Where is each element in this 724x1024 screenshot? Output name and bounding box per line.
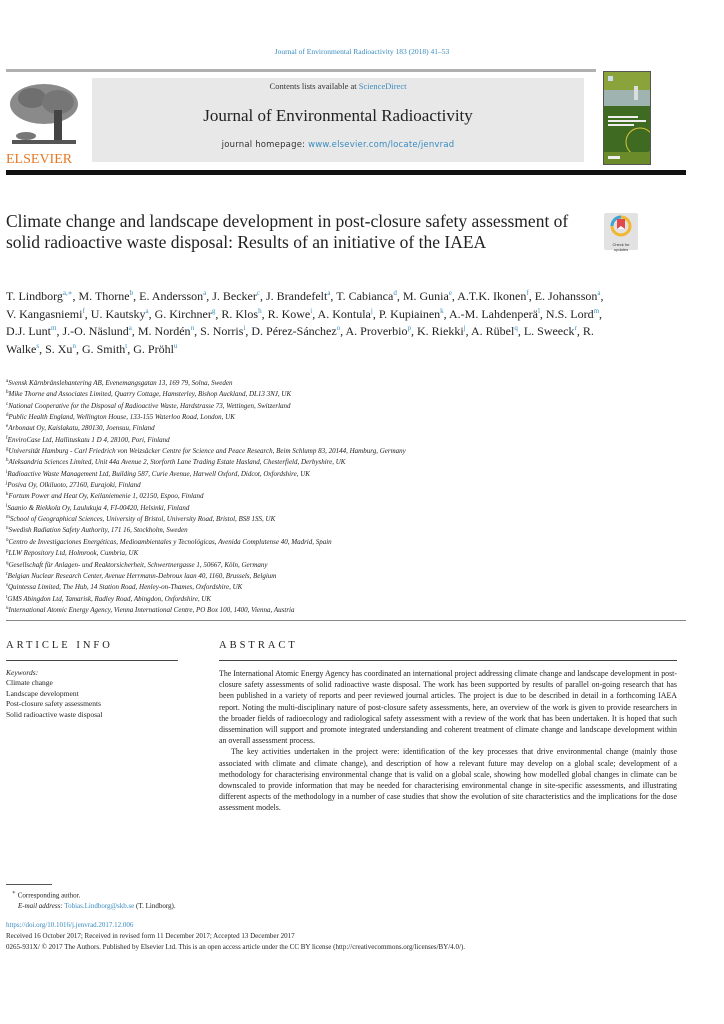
author-affiliation-marker[interactable]: e xyxy=(448,289,452,297)
author-name[interactable]: E. Johansson xyxy=(534,289,598,303)
affiliation-text: Swedish Radiation Safety Authority, 171 16, Stockholm, Sweden xyxy=(8,526,188,535)
keywords-block xyxy=(6,668,206,720)
author-affiliation-marker[interactable]: s xyxy=(36,341,40,350)
author-affiliation-marker[interactable]: d xyxy=(393,289,397,297)
affiliation-text: GMS Abingdon Ltd, Tamarisk, Radley Road, Abingdon, Oxfordshire, UK xyxy=(7,594,212,603)
affiliation-text: Universität Hamburg - Carl Friedrich von Weizsäcker Centre for Science and Peace Research, Beim Schlump 83, 20144, Hamburg, Germany xyxy=(8,447,406,456)
email-link[interactable]: Tobias.Lindborg@skb.se xyxy=(64,902,135,911)
affiliation-item xyxy=(6,423,706,434)
author-name[interactable]: U. Kautsky xyxy=(90,306,146,321)
elsevier-tree-icon xyxy=(6,80,82,148)
article-dates: Received 16 October 2017; Received in revised form 11 December 2017; Accepted 13 December 2017 xyxy=(6,932,295,940)
article-info-rule xyxy=(6,660,178,661)
author-name[interactable]: J. Becker xyxy=(212,289,257,303)
license-line: 0265-931X/ © 2017 The Authors. Published by Elsevier Ltd. This is an open access article under the CC BY license (http://creativecommons.org/licenses/BY/4.0/). xyxy=(6,943,466,951)
author-affiliation-marker[interactable]: m xyxy=(593,306,600,315)
author-affiliation-marker[interactable]: j xyxy=(370,306,373,315)
author-affiliation-marker[interactable]: i xyxy=(243,324,246,332)
author-name[interactable]: M. Thorne xyxy=(78,289,130,303)
author-affiliation-marker[interactable]: f xyxy=(526,289,529,297)
journal-cover-image[interactable] xyxy=(603,71,651,165)
section-divider xyxy=(6,620,686,621)
doi-link[interactable]: https://doi.org/10.1016/j.jenvrad.2017.12.006 xyxy=(6,921,134,929)
affiliation-text: Fortum Power and Heat Oy, Keilaniemenie 1, 02150, Espoo, Finland xyxy=(8,492,204,501)
author-name[interactable]: V. Kangasniemi xyxy=(6,306,83,321)
author-affiliation-marker[interactable]: o xyxy=(336,324,341,332)
keywords-label: Keywords: xyxy=(6,668,39,677)
author-affiliation-marker[interactable]: a xyxy=(128,324,132,332)
author-name[interactable]: D. Pérez-Sánchez xyxy=(251,324,337,338)
author-list: T. Lindborg$^{a,∗}$, M. Thorne$^b$, E. Andersson$^a$, J. Becker$^c$, J. Brandefelt$^a$, T. Cabianca$^d$, M. Gunia$^e$, A.T.K. Ikonen$^f$, E. Johansson$^a$, V. Kangasniemi$^f$, U. Kautsky$^a$, G. Kirchner$^g$, R. Klos$^h$, R. Kowe$^i$, A. Kontula$^j$, P. Kupiainen$^k$, A.-M. Lahdenperä$^l$, N.S. Lord$^m$, D.J. Lunt$^m$, J.-O. Näslund$^a$, M. Nordén$^n$, S. Norris$^i$, D. Pérez-Sánchez$^o$, A. Proverbio$^p$, K. Riekki$^j$, A. Rübel$^q$, L. Sweeck$^r$, R. Walke$^s$, S. Xu$^n$, G. Smith$^t$, G. Pröhl$^u$ xyxy=(6,289,604,356)
author-affiliation-marker[interactable]: a xyxy=(145,306,149,315)
affiliation-text: Radioactive Waste Management Ltd, Building 587, Curie Avenue, Harwell Oxford, Didcot, Oxfordshire, UK xyxy=(7,469,310,478)
affiliation-text: Svensk Kärnbränslehantering AB, Evenemangsgatan 13, 169 79, Solna, Sweden xyxy=(8,379,233,387)
check-for-updates-button[interactable] xyxy=(604,213,638,250)
affiliation-text: EnviroCase Ltd, Hallituskatu 1 D 4, 28100, Pori, Finland xyxy=(7,435,170,444)
homepage-prefix: journal homepage: xyxy=(221,140,309,150)
author-affiliation-marker[interactable]: l xyxy=(537,306,540,315)
keyword-item: Post-closure safety assessments xyxy=(6,699,101,709)
abstract-paragraph: The key activities undertaken in the project were: identification of the key processes that drive environmental change (mainly those associated with climate and climate change), and description of how a relevant future may develop on a global scale; development of a methodology for characterising environmental change that is valid on a global scale, showing how modelled global changes in climate can be downscaled to provide information that may be needed for characterising environmental change in site-specific assessments, and illustrating different aspects of the methodology in a number of case studies that show the evolution of site characteristics and the implications for the dose assessment models. xyxy=(219,747,677,813)
affiliation-item xyxy=(6,469,706,480)
author-affiliation-marker[interactable]: b xyxy=(129,289,134,297)
affiliation-text: Arbonaut Oy, Kaislakatu, 280130, Joensuu, Finland xyxy=(8,424,155,433)
abstract-heading: ABSTRACT xyxy=(219,640,298,651)
elsevier-wordmark: ELSEVIER xyxy=(6,152,73,167)
author-name[interactable]: A.-M. Lahdenperä xyxy=(449,306,538,321)
author-name[interactable]: E. Andersson xyxy=(139,289,204,303)
author-affiliation-marker[interactable]: q xyxy=(514,324,518,332)
affiliation-marker: p xyxy=(6,549,9,555)
author-name[interactable]: S. Norris xyxy=(200,324,244,338)
abstract-rule xyxy=(219,660,677,661)
affiliation-item xyxy=(6,560,706,571)
sciencedirect-link[interactable]: ScienceDirect xyxy=(358,81,407,91)
affiliation-item xyxy=(6,571,706,582)
affiliation-text: Public Health England, Wellington House, 133-155 Waterloo Road, London, UK xyxy=(8,413,235,422)
affiliation-item xyxy=(6,457,706,468)
footnote-marker: ∗ xyxy=(12,890,16,896)
affiliation-marker: r xyxy=(6,571,8,577)
affiliation-item xyxy=(6,525,706,536)
affiliation-text: LLW Repository Ltd, Holmrook, Cumbria, UK xyxy=(8,549,139,558)
author-name[interactable]: M. Nordén xyxy=(137,324,191,338)
header-top-rule xyxy=(6,69,596,72)
affiliation-marker: c xyxy=(6,401,9,407)
author-name[interactable]: T. Lindborg xyxy=(6,289,63,303)
author-affiliation-marker[interactable]: a xyxy=(203,289,207,297)
author-name[interactable]: G. Kirchner xyxy=(154,306,212,321)
journal-header xyxy=(92,78,584,162)
author-name[interactable]: R. Klos xyxy=(221,306,259,321)
affiliation-marker: l xyxy=(6,503,8,509)
elsevier-logo[interactable] xyxy=(6,80,82,167)
affiliation-item xyxy=(6,514,706,525)
affiliation-list xyxy=(6,378,706,616)
affiliation-item xyxy=(6,446,706,457)
affiliation-marker: a xyxy=(6,379,9,384)
affiliation-marker: n xyxy=(6,526,9,532)
author-affiliation-marker[interactable]: r xyxy=(574,324,577,332)
author-name[interactable]: A. Rübel xyxy=(470,324,515,338)
affiliation-marker: i xyxy=(6,469,8,475)
affiliation-item xyxy=(6,389,706,400)
affiliation-item xyxy=(6,491,706,502)
author-affiliation-marker[interactable]: f xyxy=(82,306,85,315)
affiliation-marker: b xyxy=(6,390,9,396)
crossmark-label-2: updates xyxy=(613,247,629,252)
affiliation-text: National Cooperative for the Disposal of Radioactive Waste, Hardstrasse 73, Wettingen, Switzerland xyxy=(8,401,291,410)
affiliation-item xyxy=(6,594,706,605)
author-affiliation-marker[interactable]: j xyxy=(463,324,466,332)
affiliation-text: Gesellschaft für Anlagen- und Reaktorsicherheit, Schwertnergasse 1, 50667, Köln, Germany xyxy=(8,560,268,569)
affiliation-item xyxy=(6,582,706,593)
keyword-item: Landscape development xyxy=(6,688,79,698)
contents-line xyxy=(92,81,584,91)
affiliation-marker: t xyxy=(6,594,8,600)
article-title: Climate change and landscape development in post-closure safety assessment of solid radioactive waste disposal: Results of an initiative of the IAEA xyxy=(6,211,569,252)
author-affiliation-marker[interactable]: i xyxy=(310,306,313,315)
contents-prefix: Contents lists available at xyxy=(269,81,359,91)
abstract-body xyxy=(219,668,677,814)
author-affiliation-marker[interactable]: m xyxy=(51,324,57,332)
author-name[interactable]: K. Riekki xyxy=(417,324,464,338)
affiliation-marker: u xyxy=(6,605,9,611)
author-name[interactable]: T. Cabianca xyxy=(336,289,394,303)
author-affiliation-marker[interactable]: g xyxy=(211,306,216,315)
homepage-line xyxy=(92,140,584,150)
affiliation-item xyxy=(6,605,706,616)
affiliation-text: Centro de Investigaciones Energéticas, Medioambientales y Tecnológicas, Avenida Complutense 40, Madrid, Spain xyxy=(8,537,332,546)
crossmark-label-1: Check for xyxy=(612,242,630,247)
author-affiliation-marker[interactable]: n xyxy=(190,324,195,332)
author-name[interactable]: L. Sweeck xyxy=(523,324,575,338)
keyword-item: Climate change xyxy=(6,678,53,688)
author-name[interactable]: R. Kowe xyxy=(267,306,311,321)
author-name[interactable]: A.T.K. Ikonen xyxy=(457,289,527,303)
author-name[interactable]: J.-O. Näslund xyxy=(62,324,129,338)
author-name[interactable]: A. Kontula xyxy=(317,306,371,321)
article-info-heading: ARTICLE INFO xyxy=(6,640,113,651)
author-affiliation-marker[interactable]: k xyxy=(440,306,444,315)
author-name[interactable]: N.S. Lord xyxy=(545,306,594,321)
footnote-rule xyxy=(6,884,52,885)
author-name[interactable]: M. Gunia xyxy=(402,289,449,303)
affiliation-marker: g xyxy=(6,447,9,453)
affiliation-text: Mike Thorne and Associates Limited, Quarry Cottage, Hamsterley, Bishop Auckland, DL13 3NJ, UK xyxy=(8,390,292,399)
affiliation-text: International Atomic Energy Agency, Vienna International Centre, PO Box 100, 1400, Vienna, Austria xyxy=(8,605,295,614)
corresponding-label: Corresponding author. xyxy=(17,891,81,900)
author-name[interactable]: G. Smith xyxy=(81,341,126,356)
author-name[interactable]: J. Brandefelt xyxy=(266,289,328,303)
affiliation-marker: o xyxy=(6,537,9,543)
author-name[interactable]: D.J. Lunt xyxy=(6,324,51,338)
author-affiliation-marker[interactable]: t xyxy=(125,341,128,350)
author-name[interactable]: P. Kupiainen xyxy=(378,306,441,321)
affiliation-item xyxy=(6,435,706,446)
author-affiliation-marker[interactable]: a,∗ xyxy=(62,289,73,297)
journal-title: Journal of Environmental Radioactivity xyxy=(203,106,473,125)
affiliation-marker: k xyxy=(6,492,9,498)
author-name[interactable]: R. Walke xyxy=(6,324,594,356)
author-affiliation-marker[interactable]: h xyxy=(258,306,262,315)
affiliation-item xyxy=(6,548,706,559)
crossmark-icon xyxy=(610,215,632,237)
affiliation-text: Aleksandria Sciences Limited, Unit 44a Avenue 2, Storforth Lane Trading Estate Hasland, Chesterfield, Derbyshire, UK xyxy=(8,458,346,467)
affiliation-marker: h xyxy=(6,458,9,464)
affiliation-item xyxy=(6,401,706,412)
affiliation-marker: j xyxy=(6,481,8,487)
affiliation-text: Saanio & Riekkola Oy, Laulukuja 4, FI-00420, Helsinki, Finland xyxy=(7,503,190,512)
affiliation-text: School of Geographical Sciences, University of Bristol, University Road, Bristol, BS8 1SS, UK xyxy=(9,515,276,524)
email-label: E-mail address: xyxy=(18,902,63,911)
affiliation-marker: e xyxy=(6,424,9,430)
author-affiliation-marker[interactable]: a xyxy=(597,289,601,297)
affiliation-marker: m xyxy=(6,515,10,521)
journal-cover-icon xyxy=(604,72,650,164)
author-affiliation-marker[interactable]: u xyxy=(173,341,178,350)
author-affiliation-marker[interactable]: c xyxy=(256,289,260,297)
journal-citation[interactable]: Journal of Environmental Radioactivity 183 (2018) 41–53 xyxy=(274,47,450,56)
affiliation-item xyxy=(6,378,706,389)
keyword-item: Solid radioactive waste disposal xyxy=(6,709,103,719)
author-name[interactable]: S. Xu xyxy=(45,341,73,356)
affiliation-marker: s xyxy=(6,583,8,589)
affiliation-item xyxy=(6,480,706,491)
email-suffix: (T. Lindborg). xyxy=(134,902,176,911)
affiliation-text: Belgian Nuclear Research Center, Avenue Herrmann-Debroux laan 40, 1160, Brussels, Belgium xyxy=(7,571,277,580)
affiliation-marker: f xyxy=(6,435,8,441)
corresponding-author-footnote xyxy=(12,888,612,912)
affiliation-item xyxy=(6,412,706,423)
author-affiliation-marker[interactable]: p xyxy=(407,324,411,332)
affiliation-text: Posiva Oy, Olkiluoto, 27160, Eurajoki, Finland xyxy=(7,481,141,490)
affiliation-item xyxy=(6,537,706,548)
affiliation-text: Quintessa Limited, The Hub, 14 Station Road, Henley-on-Thames, Oxfordshire, UK xyxy=(7,583,243,592)
author-name[interactable]: A. Proverbio xyxy=(345,324,408,338)
homepage-link[interactable]: www.elsevier.com/locate/jenvrad xyxy=(308,140,455,150)
author-affiliation-marker[interactable]: a xyxy=(327,289,331,297)
affiliation-marker: q xyxy=(6,560,9,566)
abstract-paragraph: The International Atomic Energy Agency has coordinated an international project addressing climate change and landscape development in post-closure safety assessments of solid radioactive waste disposal. The work has been supported by results of parallel on-going research that has been published in a variety of reports and peer reviewed journal articles. The project is due to be described in detail in a forthcoming IAEA report. Noting the multi-disciplinary nature of post-closure safety assessments, here, an overview of the work is given to provide researchers in the broader fields of radioecology and radiological safety assessment with a review of the work that has been undertaken. It is hoped that such dissemination will support and promote integrated understanding and coherent treatment of climate change and landscape development within an overall assessment process. xyxy=(219,669,677,746)
affiliation-item xyxy=(6,503,706,514)
affiliation-marker: d xyxy=(6,413,9,419)
author-name[interactable]: G. Pröhl xyxy=(133,341,174,356)
author-affiliation-marker[interactable]: n xyxy=(72,341,76,350)
header-bottom-rule xyxy=(6,170,686,175)
